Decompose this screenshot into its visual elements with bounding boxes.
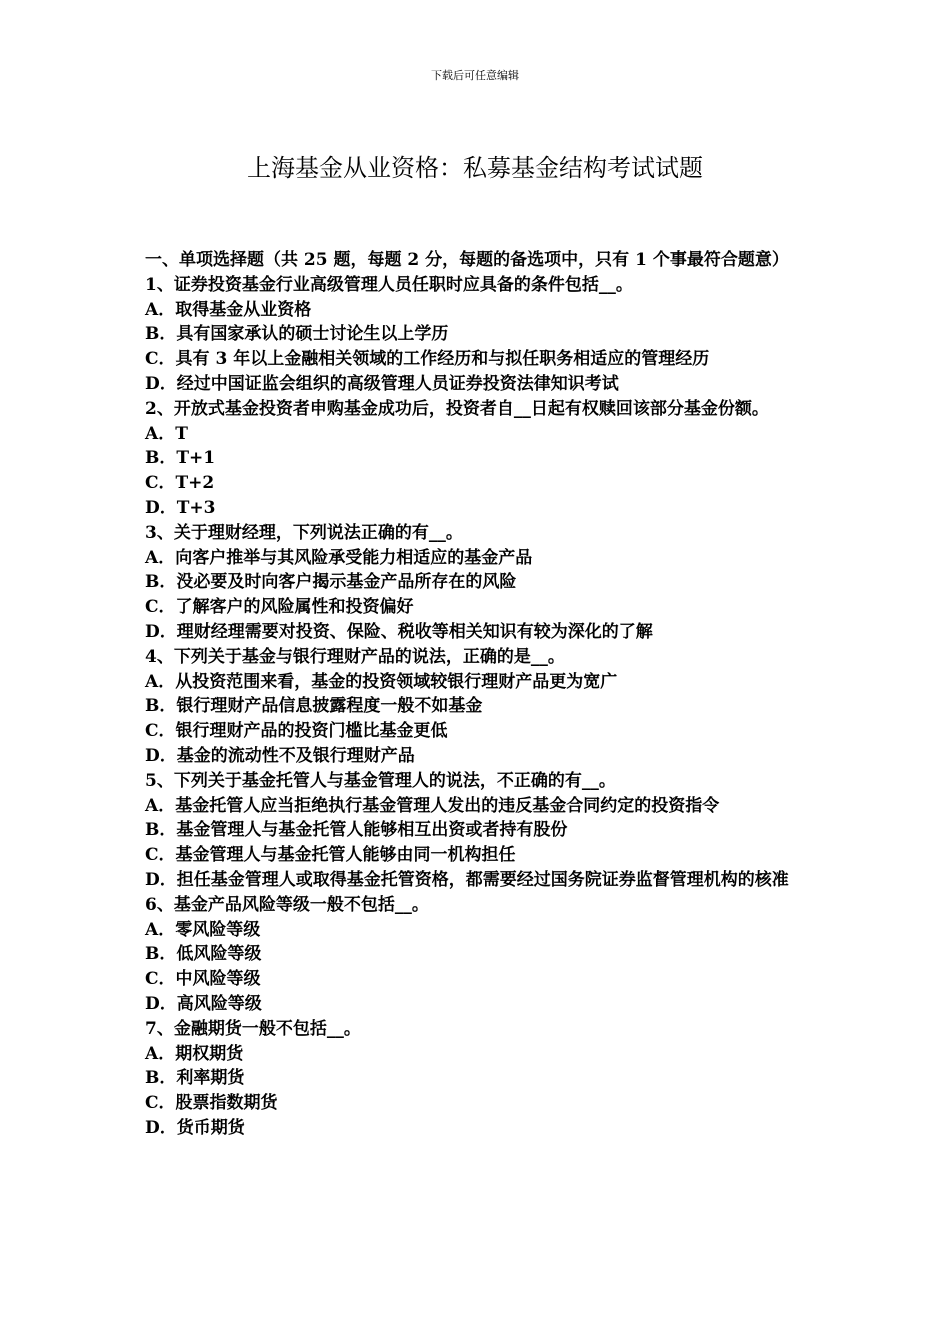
option-d: D．高风险等级	[145, 993, 262, 1014]
section-heading: 一、单项选择题（共 25 题，每题 2 分，每题的备选项中，只有 1 个事最符合题意）	[145, 250, 789, 270]
option-c: C．了解客户的风险属性和投资偏好	[145, 597, 414, 618]
option-a: A．零风险等级	[145, 919, 261, 940]
option-c: C．中风险等级	[145, 969, 261, 990]
question-2	[145, 397, 810, 521]
option-b: B．低风险等级	[145, 944, 262, 965]
question-1	[145, 273, 810, 397]
option-d: D．理财经理需要对投资、保险、税收等相关知识有较为深化的了解	[145, 621, 653, 642]
header-note: 下载后可任意编辑	[431, 69, 519, 82]
option-b: B．具有国家承认的硕士讨论生以上学历	[145, 324, 449, 345]
question-5	[145, 769, 810, 893]
option-b: B．T+1	[145, 448, 216, 469]
question-stem: 6、基金产品风险等级一般不包括__。	[145, 894, 429, 915]
question-stem: 3、关于理财经理，下列说法正确的有__。	[145, 522, 463, 543]
question-stem: 2、开放式基金投资者申购基金成功后，投资者自__日起有权赎回该部分基金份额。	[145, 398, 769, 419]
question-7	[145, 1017, 810, 1141]
option-b: B．基金管理人与基金托管人能够相互出资或者持有股份	[145, 820, 568, 841]
option-a: A．向客户推举与其风险承受能力相适应的基金产品	[145, 547, 533, 568]
option-c: C．T+2	[145, 473, 215, 494]
option-d: D．经过中国证监会组织的高级管理人员证券投资法律知识考试	[145, 373, 619, 394]
document-title: 上海基金从业资格：私募基金结构考试试题	[247, 154, 703, 182]
option-c: C．具有 3 年以上金融相关领域的工作经历和与拟任职务相适应的管理经历	[145, 349, 710, 370]
question-6	[145, 893, 810, 1017]
option-d: D．货币期货	[145, 1117, 245, 1138]
question-stem: 5、下列关于基金托管人与基金管理人的说法，不正确的有__。	[145, 770, 616, 791]
option-d: D．T+3	[145, 497, 216, 518]
option-a: A．期权期货	[145, 1043, 244, 1064]
option-d: D．担任基金管理人或取得基金托管资格，都需要经过国务院证券监督管理机构的核准	[145, 869, 789, 890]
question-stem: 4、下列关于基金与银行理财产品的说法，正确的是__。	[145, 646, 565, 667]
option-a: A．基金托管人应当拒绝执行基金管理人发出的违反基金合同约定的投资指令	[145, 795, 720, 816]
question-stem: 1、证券投资基金行业高级管理人员任职时应具备的条件包括__。	[145, 274, 633, 295]
question-3	[145, 521, 810, 645]
option-c: C．基金管理人与基金托管人能够由同一机构担任	[145, 845, 516, 866]
option-b: B．利率期货	[145, 1068, 245, 1089]
option-c: C．股票指数期货	[145, 1093, 278, 1114]
question-stem: 7、金融期货一般不包括__。	[145, 1018, 361, 1039]
option-a: A．从投资范围来看，基金的投资领域较银行理财产品更为宽广	[145, 671, 618, 692]
option-a: A．T	[145, 423, 188, 444]
option-c: C．银行理财产品的投资门槛比基金更低	[145, 721, 448, 742]
option-a: A．取得基金从业资格	[145, 299, 312, 320]
question-section	[145, 248, 810, 1141]
option-b: B．银行理财产品信息披露程度一般不如基金	[145, 696, 483, 717]
option-d: D．基金的流动性不及银行理财产品	[145, 745, 415, 766]
option-b: B．没必要及时向客户揭示基金产品所存在的风险	[145, 572, 517, 593]
question-4	[145, 645, 810, 769]
